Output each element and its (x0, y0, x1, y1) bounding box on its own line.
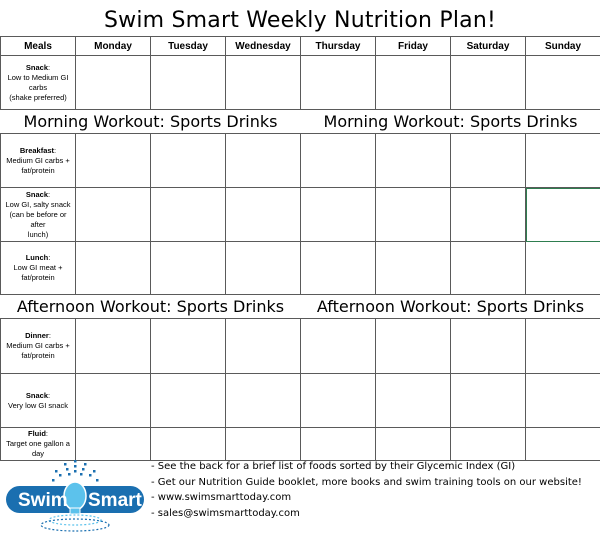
header-day-tuesday: Tuesday (151, 37, 226, 56)
plan-cell[interactable] (301, 134, 376, 188)
meal-desc-line: (shake preferred) (9, 93, 67, 102)
plan-cell[interactable] (76, 134, 151, 188)
plan-cell[interactable] (376, 56, 451, 110)
website-link[interactable]: - www.swimsmarttoday.com (151, 490, 582, 506)
page-title: Swim Smart Weekly Nutrition Plan! (0, 8, 600, 33)
email-link[interactable]: - sales@swimsmarttoday.com (151, 506, 582, 522)
note-gi-list: - See the back for a brief list of foods sorted by their Glycemic Index (GI) (151, 459, 582, 475)
meal-desc-line: fat/protein (21, 273, 54, 282)
plan-cell[interactable] (76, 56, 151, 110)
header-meals: Meals (1, 37, 76, 56)
plan-cell[interactable] (226, 242, 301, 295)
meal-label-dinner: Dinner: Medium GI carbs + fat/protein (1, 319, 76, 374)
banner-afternoon-right: Afternoon Workout: Sports Drinks (301, 295, 600, 319)
plan-cell[interactable] (451, 56, 526, 110)
meal-desc-line: lunch) (28, 230, 48, 239)
plan-cell[interactable] (226, 319, 301, 374)
swim-smart-logo (4, 457, 146, 533)
meal-label-snack-2: Snack: Low GI, salty snack (can be before or after lunch) (1, 188, 76, 242)
header-day-friday: Friday (376, 37, 451, 56)
meal-desc-line: Medium GI carbs + (6, 341, 70, 350)
meal-desc-line: carbs (29, 83, 47, 92)
plan-cell[interactable] (301, 56, 376, 110)
meal-desc-line: Low GI meat + (14, 263, 63, 272)
meal-row-dinner (1, 319, 600, 374)
plan-cell[interactable] (301, 319, 376, 374)
plan-cell[interactable] (376, 374, 451, 428)
header-row (1, 37, 600, 56)
meal-desc-line: day (32, 449, 44, 458)
meal-row-lunch (1, 242, 600, 295)
plan-cell[interactable] (226, 134, 301, 188)
plan-cell[interactable] (451, 374, 526, 428)
meal-label-snack-1: Snack: Low to Medium GI carbs (shake preferred) (1, 56, 76, 110)
meal-label-breakfast: Breakfast: Medium GI carbs + fat/protein (1, 134, 76, 188)
banner-afternoon-left: Afternoon Workout: Sports Drinks (1, 295, 301, 319)
plan-cell[interactable] (151, 134, 226, 188)
plan-cell[interactable] (151, 374, 226, 428)
meal-desc-line: (can be before or after (9, 210, 66, 229)
plan-cell[interactable] (301, 374, 376, 428)
meal-desc-line: fat/protein (21, 166, 54, 175)
plan-cell[interactable] (526, 134, 600, 188)
plan-cell[interactable] (151, 188, 226, 242)
header-day-sunday: Sunday (526, 37, 600, 56)
plan-cell[interactable] (451, 319, 526, 374)
plan-cell[interactable] (376, 188, 451, 242)
logo-word-swim: Swim (18, 490, 68, 511)
meal-name: Snack (26, 190, 48, 199)
meal-name: Snack (26, 63, 48, 72)
plan-cell[interactable] (451, 134, 526, 188)
meal-desc-line: Low to Medium GI (8, 73, 69, 82)
plan-cell[interactable] (376, 134, 451, 188)
plan-cell[interactable] (76, 319, 151, 374)
plan-cell[interactable] (226, 374, 301, 428)
meal-name: Snack (26, 391, 48, 400)
plan-cell[interactable] (526, 56, 600, 110)
meal-desc-line: Medium GI carbs + (6, 156, 70, 165)
meal-row-snack-3 (1, 374, 600, 428)
meal-label-snack-3: Snack: Very low GI snack (1, 374, 76, 428)
banner-morning-left: Morning Workout: Sports Drinks (1, 110, 301, 134)
meal-label-fluid: Fluid: Target one gallon a day (1, 428, 76, 461)
meal-row-breakfast (1, 134, 600, 188)
meal-name: Fluid (28, 429, 46, 438)
meal-name: Breakfast (20, 146, 54, 155)
plan-cell-selected[interactable] (526, 188, 600, 242)
banner-row-afternoon (1, 295, 600, 319)
banner-morning-right: Morning Workout: Sports Drinks (301, 110, 600, 134)
header-day-thursday: Thursday (301, 37, 376, 56)
sparkle-dots-icon (52, 460, 99, 482)
meal-desc-line: fat/protein (21, 351, 54, 360)
banner-row-morning (1, 110, 600, 134)
meal-desc-line: Low GI, salty snack (5, 200, 70, 209)
plan-cell[interactable] (451, 242, 526, 295)
plan-cell[interactable] (526, 242, 600, 295)
plan-cell[interactable] (301, 242, 376, 295)
meal-name: Lunch (26, 253, 49, 262)
plan-cell[interactable] (451, 188, 526, 242)
footer-notes (151, 459, 582, 521)
meal-row-snack-2 (1, 188, 600, 242)
swim-smart-logo-graphic (4, 457, 146, 533)
nutrition-table (0, 36, 600, 461)
meal-name: Dinner (25, 331, 49, 340)
plan-cell[interactable] (151, 56, 226, 110)
footer (0, 455, 600, 536)
meal-desc-line: Very low GI snack (8, 401, 68, 410)
plan-cell[interactable] (76, 188, 151, 242)
plan-cell[interactable] (526, 374, 600, 428)
meal-row-snack-1 (1, 56, 600, 110)
plan-cell[interactable] (226, 188, 301, 242)
plan-cell[interactable] (151, 242, 226, 295)
logo-word-smart: Smart (88, 490, 143, 511)
meal-label-lunch: Lunch: Low GI meat + fat/protein (1, 242, 76, 295)
header-day-monday: Monday (76, 37, 151, 56)
plan-cell[interactable] (376, 242, 451, 295)
plan-cell[interactable] (76, 374, 151, 428)
plan-cell[interactable] (151, 319, 226, 374)
plan-cell[interactable] (526, 319, 600, 374)
header-day-wednesday: Wednesday (226, 37, 301, 56)
plan-cell[interactable] (226, 56, 301, 110)
note-nutrition-guide: - Get our Nutrition Guide booklet, more books and swim training tools on our website! (151, 475, 582, 491)
plan-cell[interactable] (376, 319, 451, 374)
meal-desc-line: Target one gallon a (6, 439, 70, 448)
header-day-saturday: Saturday (451, 37, 526, 56)
plan-cell[interactable] (76, 242, 151, 295)
plan-cell[interactable] (301, 188, 376, 242)
